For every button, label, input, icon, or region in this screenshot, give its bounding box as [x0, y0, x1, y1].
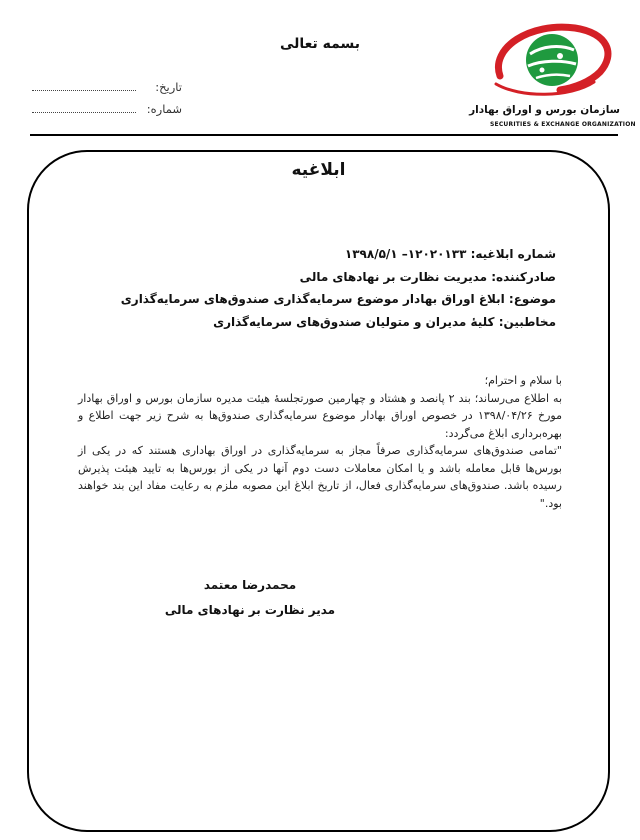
logo-org-name-en: SECURITIES & EXCHANGE ORGANIZATION [490, 121, 636, 128]
notice-meta [116, 243, 556, 333]
date-label: تاریخ: [155, 80, 182, 94]
date-dotted-line [32, 90, 136, 91]
notice-number: شماره ابلاغیه: ۱۲۰۲۰۱۳۳– ۱۳۹۸/۵/۱ [344, 247, 556, 261]
organization-logo [469, 18, 636, 133]
greeting: با سلام و احترام؛ [484, 374, 562, 387]
letter-body [78, 372, 562, 512]
notice-subject: موضوع: ابلاغ اوراق بهادار موضوع سرمایه‌گذاری صندوق‌های سرمایه‌گذاری [120, 292, 556, 306]
bismillah-heading: بسمه تعالی [279, 36, 361, 52]
document-title: ابلاغیه [291, 160, 346, 180]
date-field [32, 80, 182, 96]
notice-recipients: مخاطبین: کلیهٔ مدیران و متولیان صندوق‌های سرمایه‌گذاری [213, 314, 556, 329]
number-dotted-line [32, 112, 136, 113]
logo-org-name-fa: سازمان بورس و اوراق بهادار [469, 104, 620, 116]
body-paragraph-2: "تمامی صندوق‌های سرمایه‌گذاری صرفاً مجاز به سرمایه‌گذاری در اوراق بهاداری هستند که در یکی از بورس‌ها قابل معامله باشد و یا امکان معاملات دست دوم آنها در یکی از بورس‌ها به تایید هیئت پذیرش رسیده باشد. صندوق‌های سرمایه‌گذاری فعال، از تاریخ ابلاغ این مصوبه ملزم به رعایت مفاد این بند خواهند بود." [78, 444, 562, 510]
logo-emblem-icon [490, 18, 620, 104]
number-field [32, 102, 182, 118]
notice-issuer: صادرکننده: مدیریت نظارت بر نهادهای مالی [299, 269, 556, 284]
body-paragraph-1: به اطلاع می‌رساند؛ بند ۲ پانصد و هشتاد و چهارمین صورتجلسهٔ هیئت مدیره سازمان بورس و اوراق بهادار مورخ ۱۳۹۸/۰۴/۲۶ در خصوص اوراق بهادار موضوع سرمایه‌گذاری صندوق‌ها به شرح زیر جهت اطلاع و بهره‌برداری ابلاغ می‌گردد: [78, 391, 563, 440]
number-label: شماره: [146, 102, 182, 116]
signatory-name: محمدرضا معتمد [203, 578, 297, 592]
header-divider [30, 134, 618, 136]
signatory-title: مدیر نظارت بر نهادهای مالی [164, 603, 336, 617]
